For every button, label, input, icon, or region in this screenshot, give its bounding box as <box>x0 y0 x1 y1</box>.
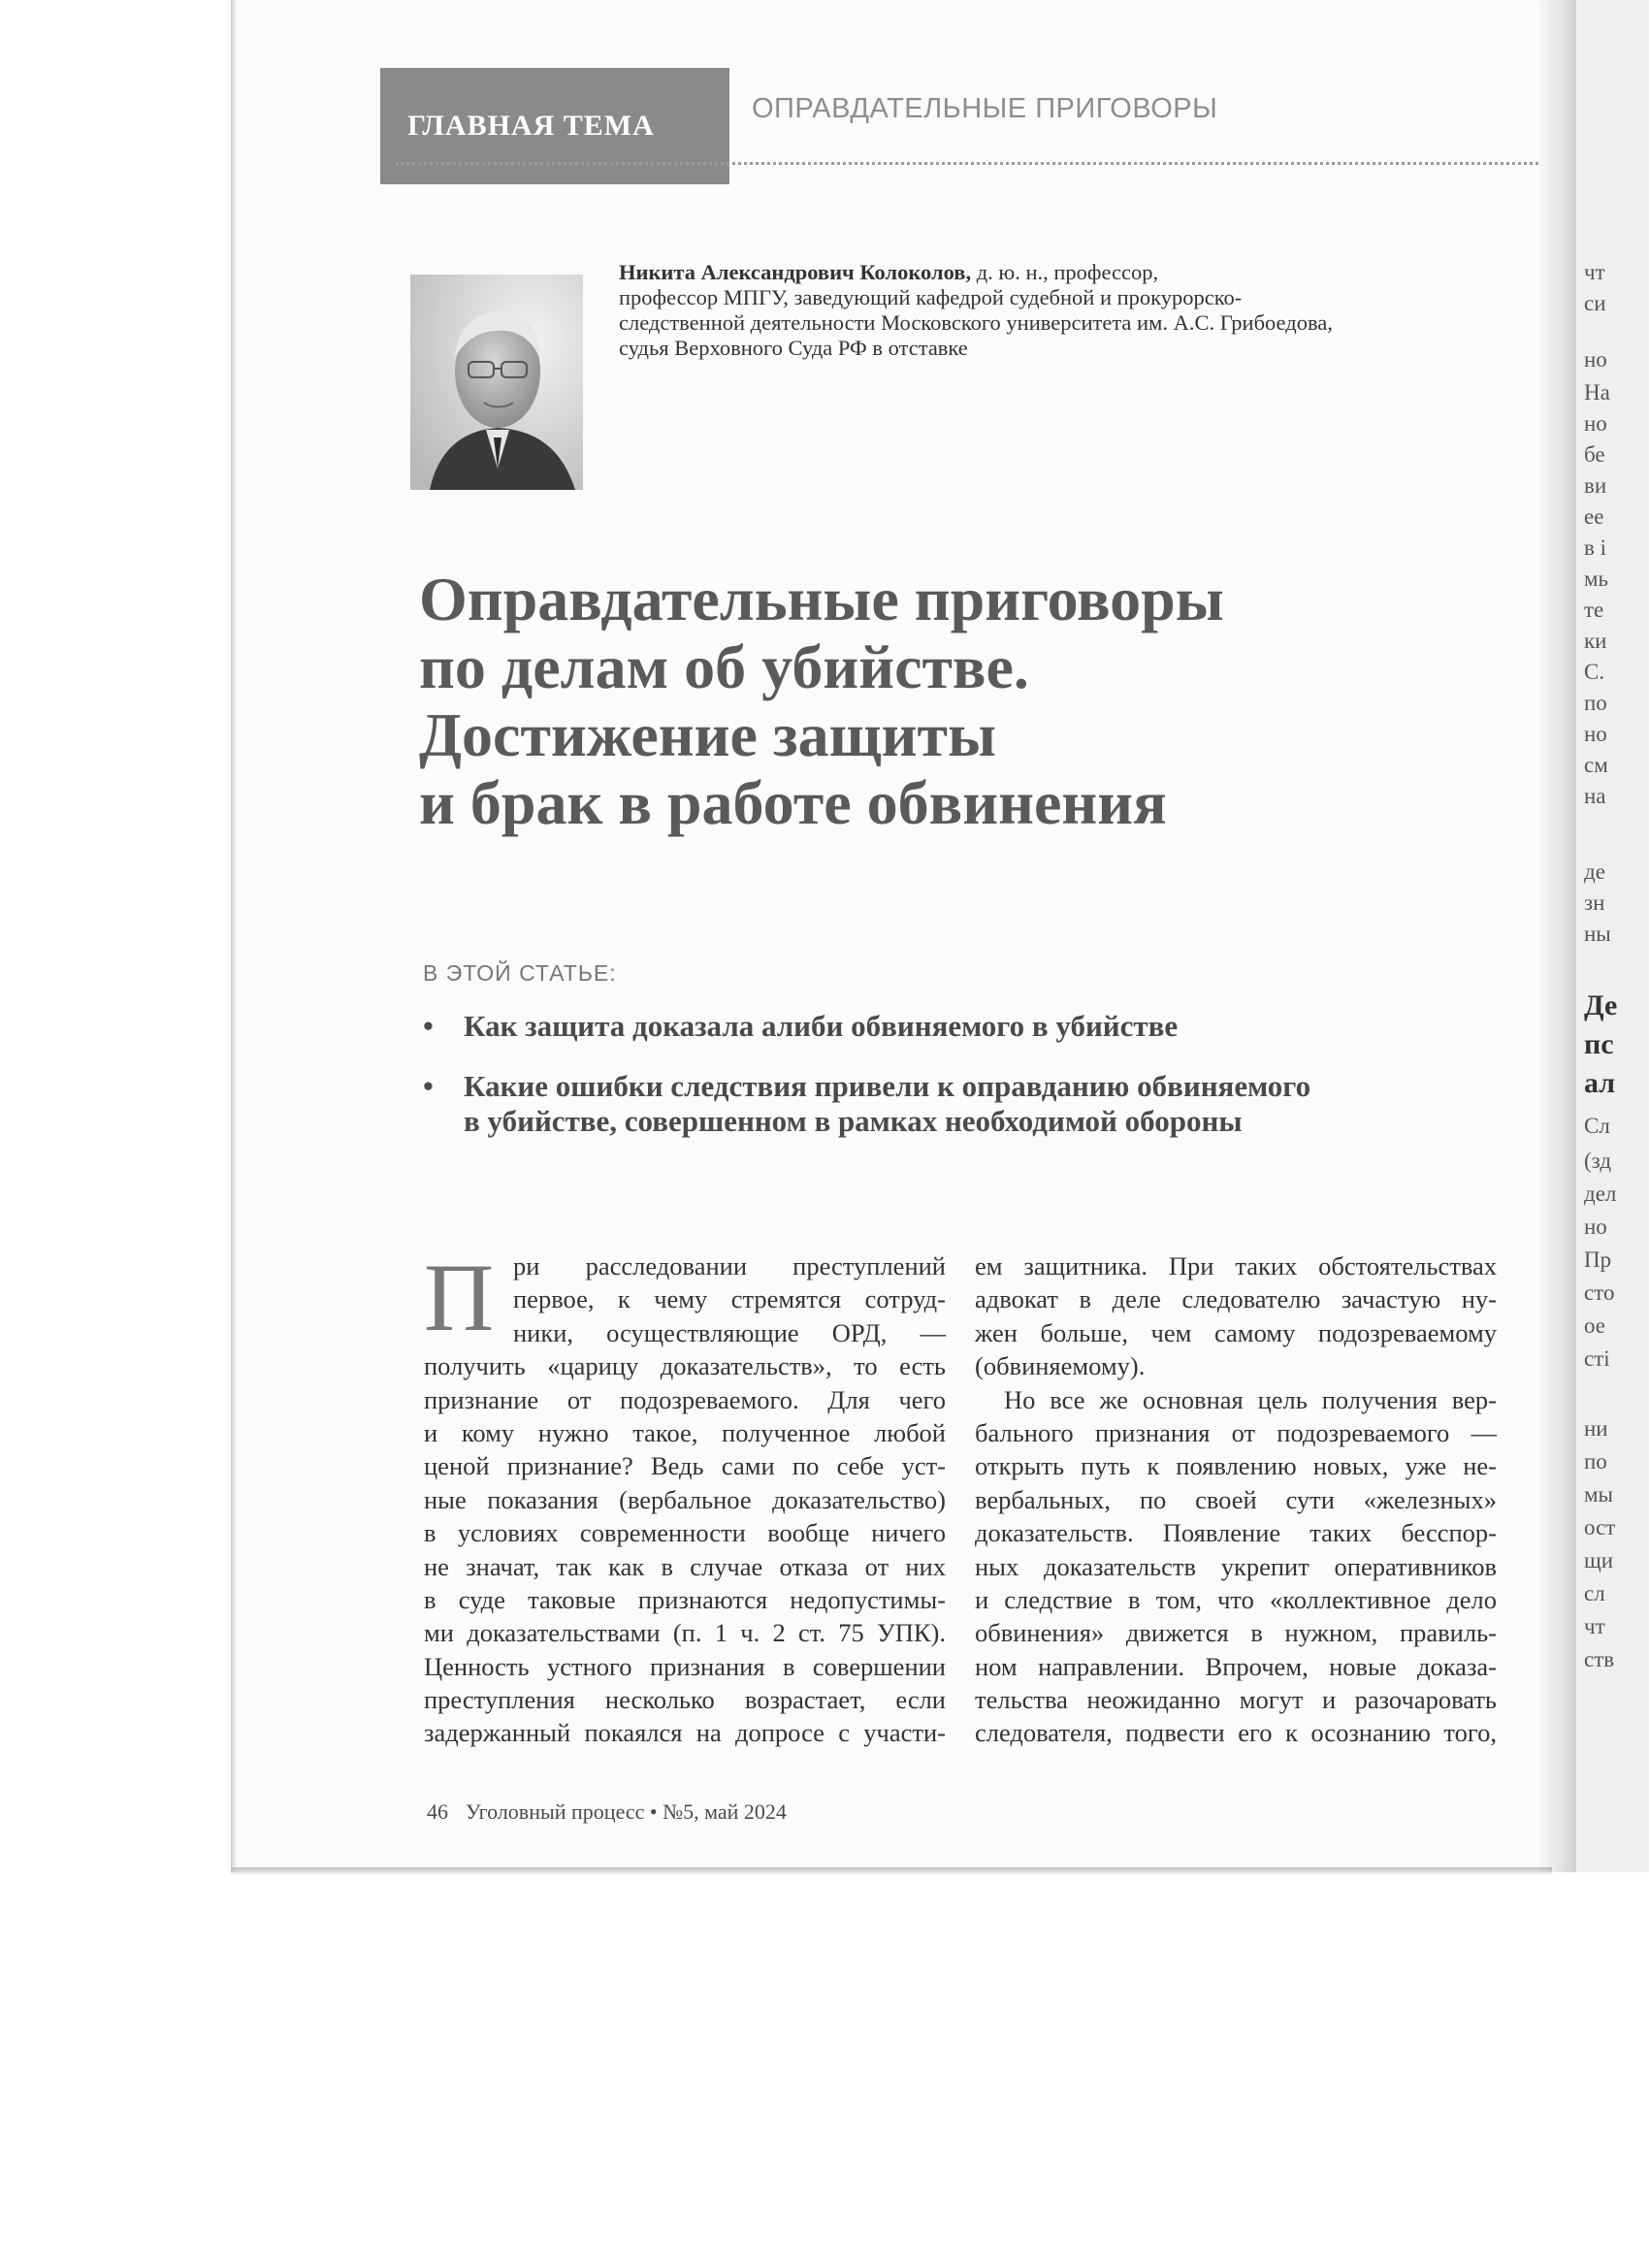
body-line: ных доказательств укрепит оперативников <box>975 1551 1497 1581</box>
body-line: в суде таковые признаются недопустимы- <box>424 1584 946 1614</box>
body-line: следователя, подвести его к осознанию того, <box>975 1718 1497 1748</box>
body-line: в условиях современности вообще ничего <box>424 1518 946 1548</box>
body-line: доказательств. Появление таких бесспор- <box>975 1518 1497 1548</box>
adjacent-text: зн <box>1584 891 1605 915</box>
bullet-icon: • <box>423 1069 434 1103</box>
adjacent-text: щи <box>1584 1548 1614 1572</box>
author-degree: д. ю. н., профессор, <box>971 260 1159 284</box>
body-line: задержанный покаялся на допросе с участи- <box>424 1718 946 1748</box>
body-line: адвокат в деле следователю зачастую ну- <box>975 1284 1497 1314</box>
journal-issue: Уголовный процесс • №5, май 2024 <box>466 1799 787 1824</box>
author-bio-line: судья Верховного Суда РФ в отставке <box>619 336 968 360</box>
article-highlights <box>423 1009 1490 1164</box>
adjacent-text: Пр <box>1584 1247 1612 1272</box>
body-line: не значат, так как в случае отказа от них <box>424 1551 946 1581</box>
adjacent-text: по <box>1584 1449 1607 1474</box>
body-line: жен больше, чем самому подозреваемому <box>975 1317 1497 1347</box>
author-bio <box>619 260 1472 361</box>
body-line: и кому нужно такое, полученное любой <box>424 1417 946 1447</box>
body-line: тельства неожиданно могут и разочаровать <box>975 1685 1497 1715</box>
body-line: Но все же основная цель получения вер- <box>1004 1384 1497 1414</box>
adjacent-text: сті <box>1584 1346 1610 1371</box>
adjacent-text: но <box>1584 1215 1607 1239</box>
highlight-line: Как защита доказала алиби обвиняемого в убийстве <box>464 1009 1179 1043</box>
page-footer <box>427 1799 787 1825</box>
adjacent-text: си <box>1584 291 1606 315</box>
drop-cap: П <box>424 1244 495 1351</box>
body-line: обвинения» движется в нужном, правиль- <box>975 1618 1497 1648</box>
body-line: (обвиняемому). <box>975 1351 1146 1381</box>
rubric-divider <box>396 162 1538 165</box>
rubric-label: ГЛАВНАЯ ТЕМА <box>380 68 729 184</box>
body-line: Ценность устного признания в совершении <box>424 1651 946 1681</box>
adjacent-text: На <box>1584 380 1610 405</box>
highlight-line: в убийстве, совершенном в рамках необходимой обороны <box>464 1104 1243 1138</box>
adjacent-text: см <box>1584 753 1608 777</box>
adjacent-text: сл <box>1584 1581 1605 1605</box>
opening-paragraph <box>424 1244 946 1351</box>
in-article-label: В ЭТОЙ СТАТЬЕ: <box>423 960 617 986</box>
adjacent-text: С. <box>1584 660 1605 684</box>
adjacent-heading-text: ал <box>1584 1067 1616 1099</box>
body-line: вербальных, по своей сути «железных» <box>975 1484 1497 1514</box>
adjacent-text: в і <box>1584 535 1606 560</box>
adjacent-text: мь <box>1584 567 1609 591</box>
body-line: ники, осуществляющие ОРД, — <box>513 1317 946 1347</box>
author-bio-line <box>619 260 1472 285</box>
adjacent-text: ее <box>1584 504 1604 529</box>
adjacent-heading-text: пс <box>1584 1028 1614 1060</box>
adjacent-text: ств <box>1584 1647 1615 1671</box>
highlight-item <box>423 1009 1490 1044</box>
body-line: признание от подозреваемого. Для чего <box>424 1384 946 1414</box>
body-line: ценой признание? Ведь сами по себе уст- <box>424 1451 946 1481</box>
author-bio-line: профессор МПГУ, заведующий кафедрой судебной и прокурорско- <box>619 285 1243 309</box>
adjacent-page-fragment <box>1576 0 1649 1872</box>
rubric-topic: ОПРАВДАТЕЛЬНЫЕ ПРИГОВОРЫ <box>752 93 1218 124</box>
author-name: Никита Александрович Колоколов, <box>619 260 972 284</box>
adjacent-text: Сл <box>1584 1114 1610 1138</box>
adjacent-text: но <box>1584 722 1607 746</box>
body-line: первое, к чему стремятся сотруд- <box>513 1284 946 1314</box>
body-line: ные показания (вербальное доказательство) <box>424 1484 946 1514</box>
adjacent-heading-text: Де <box>1584 989 1618 1021</box>
page-edge-shadow <box>231 1867 1552 1875</box>
scan-background <box>0 0 231 1872</box>
adjacent-text: ое <box>1584 1313 1605 1338</box>
adjacent-text: ви <box>1584 473 1607 498</box>
body-line: открыть путь к появлению новых, уже не- <box>975 1451 1497 1481</box>
article-headline <box>419 566 1535 837</box>
headline-line: и брак в работе обвинения <box>419 768 1167 837</box>
adjacent-text: но <box>1584 347 1607 372</box>
headline-line: по делам об убийстве. <box>419 632 1029 701</box>
highlight-item <box>423 1069 1490 1139</box>
adjacent-text: дел <box>1584 1182 1617 1206</box>
author-photo <box>410 275 583 490</box>
adjacent-text: сто <box>1584 1280 1615 1305</box>
adjacent-text: но <box>1584 411 1607 436</box>
highlight-line: Какие ошибки следствия привели к оправданию обвиняемого <box>464 1069 1311 1103</box>
adjacent-text: (зд <box>1584 1149 1612 1173</box>
body-column-right <box>975 1249 1497 1750</box>
adjacent-text: ны <box>1584 922 1611 946</box>
adjacent-text: чт <box>1584 260 1605 284</box>
adjacent-text: на <box>1584 784 1606 808</box>
adjacent-text: ни <box>1584 1416 1608 1441</box>
adjacent-text: ки <box>1584 629 1607 653</box>
bullet-icon: • <box>423 1009 434 1043</box>
headline-line: Оправдательные приговоры <box>419 565 1224 633</box>
adjacent-text: мы <box>1584 1482 1614 1507</box>
body-column-left <box>424 1244 946 1750</box>
body-line: ми доказательствами (п. 1 ч. 2 ст. 75 УПК). <box>424 1618 946 1648</box>
adjacent-text: де <box>1584 859 1605 884</box>
body-line: ем защитника. При таких обстоятельствах <box>975 1251 1497 1280</box>
body-line: ном направлении. Впрочем, новые доказа- <box>975 1651 1497 1681</box>
body-line: получить «царицу доказательств», то есть <box>424 1351 946 1381</box>
headline-line: Достижение защиты <box>419 700 996 769</box>
adjacent-text: по <box>1584 691 1607 715</box>
page-number: 46 <box>427 1799 448 1824</box>
page-fold-shadow <box>1537 0 1576 1872</box>
adjacent-text: чт <box>1584 1614 1605 1638</box>
body-line: бального признания от подозреваемого — <box>975 1417 1497 1447</box>
adjacent-text: те <box>1584 598 1604 622</box>
body-line: преступления несколько возрастает, если <box>424 1685 946 1715</box>
body-line: ри расследовании преступлений <box>513 1251 946 1280</box>
adjacent-text: ост <box>1584 1515 1616 1539</box>
body-line: и следствие в том, что «коллективное дело <box>975 1584 1497 1614</box>
adjacent-text: бе <box>1584 442 1605 467</box>
author-bio-line: следственной деятельности Московского университета им. А.С. Грибоедова, <box>619 310 1333 335</box>
